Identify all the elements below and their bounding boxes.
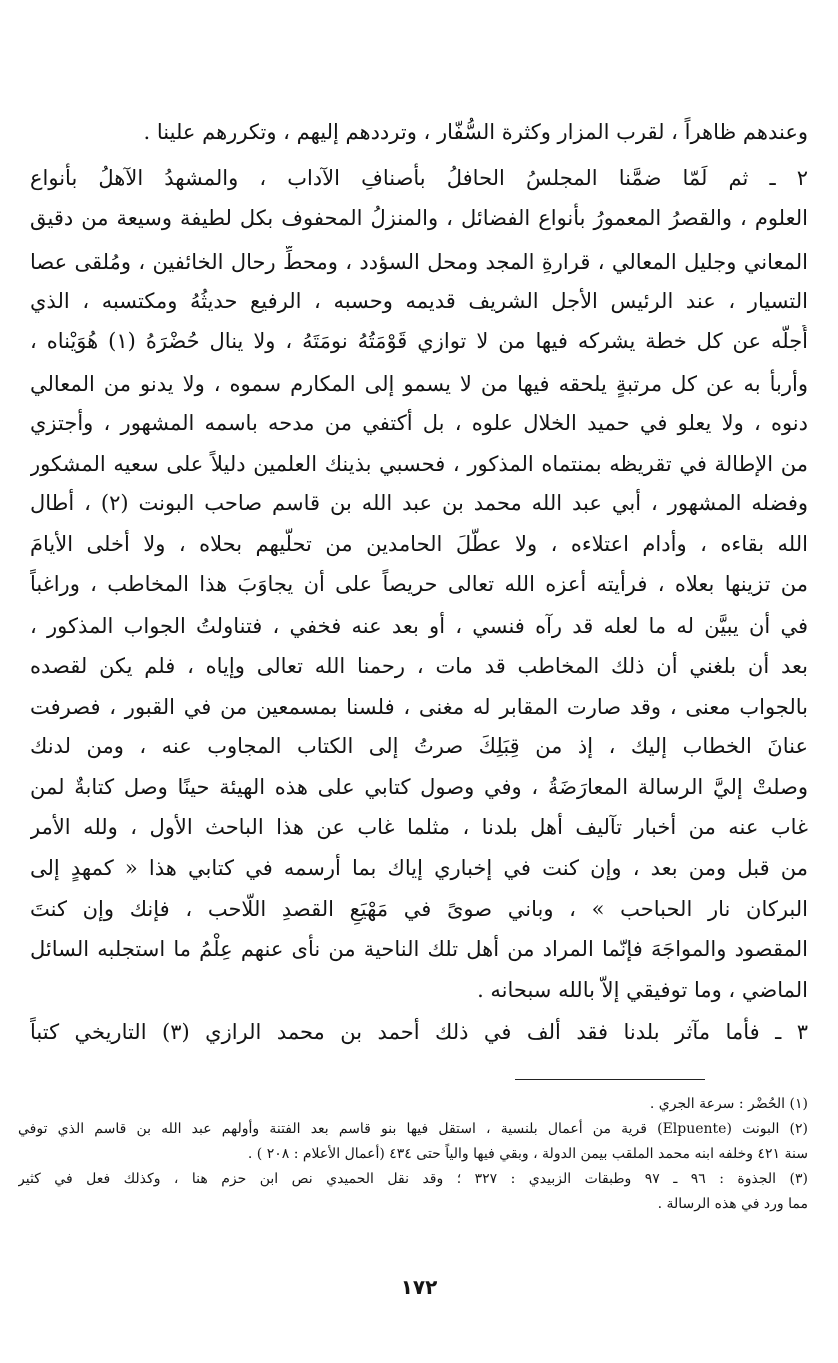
text-line: وعندهم ظاهراً ، لقرب المزار وكثرة السُّفّار ، وترددهم إليهم ، وتكررهم علينا . bbox=[143, 120, 808, 144]
text-line: من الإطالة في تقريظه بمنتماه المذكور ، فحسبي بذينك العلمين دليلاً على سعيه المشكور bbox=[30, 452, 808, 476]
footnote-line: مما ورد في هذه الرسالة . bbox=[657, 1196, 808, 1212]
text-line: بعد أن بلغني أن ذلك المخاطب قد مات ، رحمنا الله تعالى وإياه ، فلم يكن لقصده bbox=[30, 654, 808, 678]
text-line: في أن يبيَّن له ما لعله قد رآه فنسي ، أو بعد عنه فخفي ، فتناولتُ الجواب المذكور ، bbox=[30, 614, 808, 638]
text-line: من تزينها بعلاه ، فرأيته أعزه الله تعالى حريصاً على أن يجاوَبَ هذا المخاطب ، وراغباً bbox=[30, 572, 808, 596]
text-line: العلوم ، والقصرُ المعمورُ بأنواع الفضائل ، والمنزلُ المحفوف بكل لطيفة وسيعة من دقيق bbox=[30, 206, 808, 230]
text-line: وصلتْ إليَّ الرسالة المعارَضَةُ ، وفي وصول كتابي على هذه الهيئة حينًا وصل كتابةٌ لمن bbox=[30, 775, 808, 799]
text-line: التسيار ، عند الرئيس الأجل الشريف قديمه وحسبه ، الرفيع حديثُهُ ومكتسبه ، الذي bbox=[30, 289, 808, 313]
page-number: ١٧٢ bbox=[400, 1275, 438, 1299]
text-line: وفضله المشهور ، أبي عبد الله محمد بن عبد الله بن قاسم صاحب البونت (٢) ، أطال bbox=[30, 491, 808, 515]
text-line: أُجلّه عن كل خطة يشركه فيها من لا توازي قَوْمَتُهُ نومَتَهُ ، ولا ينال حُضْرَهُ (١) هُوَيْناه ، bbox=[30, 329, 808, 353]
text-line: الماضي ، وما توفيقي إلاّ بالله سبحانه . bbox=[477, 978, 808, 1002]
footnote-line: (٢) البونت (Elpuente) قرية من أعمال بلنسية ، استقل فيها بنو قاسم بعد الفتنة وأولهم عبد الله بن قاسم الذي توفي bbox=[18, 1121, 808, 1137]
footnote-line: سنة ٤٢١ وخلفه ابنه محمد الملقب بيمن الدولة ، وبقي فيها والياً حتى ٤٣٤ (أعمال الأعلام : ٢٠٨ ) . bbox=[247, 1146, 808, 1162]
text-line: دنوه ، ولا يعلو في حميد الخلال علوه ، بل أكتفي من مدحه باسمه المشهور ، وأجتزي bbox=[30, 411, 808, 435]
text-line: غاب عنه من أخبار تآليف أهل بلدنا ، مثلما غاب عن هذا الباحث الأول ، ولله الأمر bbox=[30, 815, 808, 839]
text-line: بالجواب معنى ، وقد صارت المقابر له مغنى ، فلسنا بمسمعين من في القبور ، فصرفت bbox=[30, 695, 808, 719]
text-line: ٣ ـ فأما مآثر بلدنا فقد ألف في ذلك أحمد بن محمد الرازي (٣) التاريخي كتباً bbox=[30, 1020, 808, 1044]
text-line: عنانَ الخطاب إليك ، إذ من قِبَلِكَ صرتُ إلى الكتاب المجاوب عنه ، ومن لدنك bbox=[30, 734, 808, 758]
text-line: المقصود والمواجَهَ فإنّما المراد من أهل تلك الناحية من نأى عنهم عِلْمُ ما استجلبه السائل bbox=[30, 937, 808, 961]
footnote-line: (٣) الجذوة : ٩٦ ـ ٩٧ وطبقات الزبيدي : ٣٢٧ ؛ وقد نقل الحميدي نص ابن حزم هنا ، وكذلك فعل في كثير bbox=[18, 1171, 808, 1187]
text-line: من قبل ومن بعد ، وإن كنت في إخباري إياك بما أرسمه في كتابي هذا « كمهدٍ إلى bbox=[30, 856, 808, 880]
text-line: وأربأ به عن كل مرتبةٍ يلحقه فيها من لا يسمو إلى المكارم سموه ، ولا يدنو من المعالي bbox=[30, 372, 808, 396]
text-line: البركان نار الحباحب » ، وباني صوىً في مَهْيَعِ القصدِ اللّاحب ، فإنك وإن كنتَ bbox=[30, 897, 808, 921]
footnote-separator bbox=[515, 1079, 705, 1080]
text-line: ٢ ـ ثم لَمّا ضمَّنا المجلسُ الحافلُ بأصنافِ الآداب ، والمشهدُ الآهلُ بأنواع bbox=[30, 166, 808, 190]
text-line: الله بقاءه ، وأدام اعتلاءه ، ولا عطَّلَ الحامدين من تحلّيهم بحلاه ، ولا أخلى الأيامَ bbox=[30, 532, 808, 556]
text-line: المعاني وجليل المعالي ، قرارةِ المجد ومحل السؤدد ، ومحطِّ رحال الخائفين ، ومُلقى عصا bbox=[30, 250, 808, 274]
footnote-line: (١) الحُضْر : سرعة الجري . bbox=[649, 1096, 808, 1112]
